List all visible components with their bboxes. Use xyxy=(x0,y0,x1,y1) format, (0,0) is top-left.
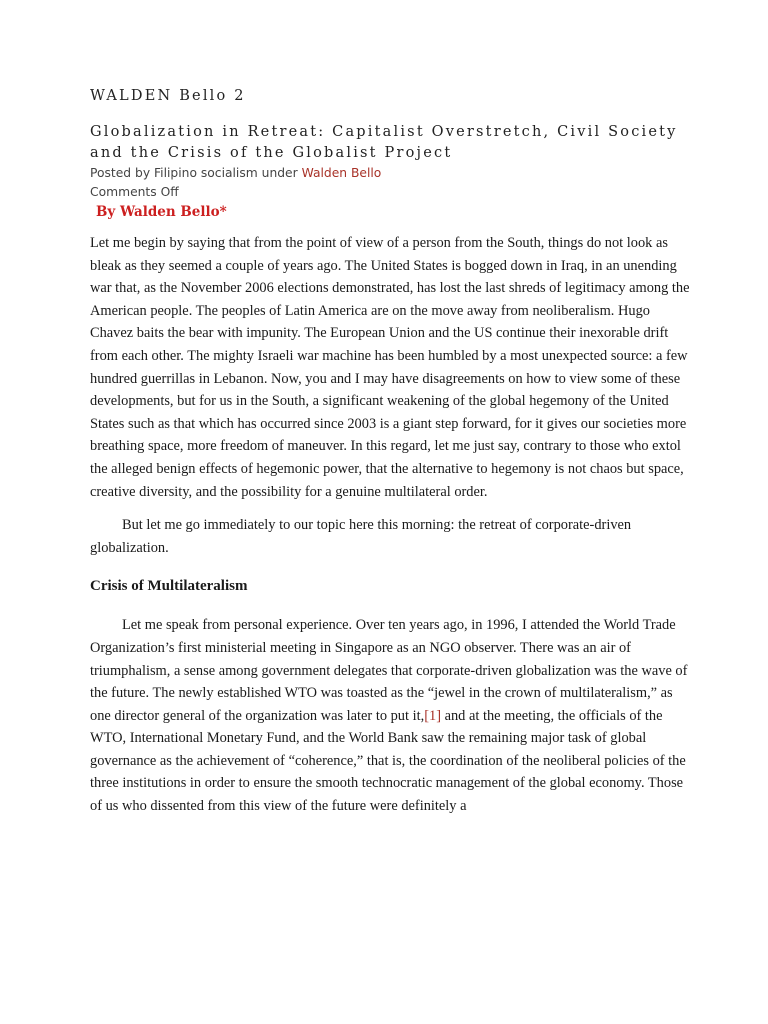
topic-paragraph: But let me go immediately to our topic here this morning: the retreat of corporate-driven globalization. xyxy=(90,517,632,556)
section-text-after-ref: and at the meeting, the officials of the WTO, International Monetary Fund, and the World Bank saw the remaining major task of global governance as the achievement of “coherence,” that is, the coordination of the neoliberal policies of the three institutions in order to ensure the smooth technocratic management of the global economy. Those of us who dissented from this view of the future were definitely a xyxy=(90,707,686,815)
post-title: Globalization in Retreat: Capitalist Overstretch, Civil Society and the Crisis of the Globalist Project xyxy=(90,124,678,161)
section-text-before-ref: Let me speak from personal experience. Over ten years ago, in 1996, I attended the World Trade Organization’s first ministerial meeting in Singapore as an NGO observer. There was an air of triumphalism, a sense among government delegates that corporate-driven globalization was the wave of the future. The newly established WTO was toasted as the “jewel in the crown of multilateralism,” as one director general of the organization was later to put it, xyxy=(90,617,688,724)
section-heading: Crisis of Multilateralism xyxy=(90,578,248,595)
intro-paragraph: Let me begin by saying that from the point of view of a person from the South, things do not look as bleak as they seemed a couple of years ago. The United States is bogged down in Iraq, in an unending war that, as the November 2006 elections demonstrated, has lost the last shreds of legitimacy among the American people. The peoples of Latin America are on the move away from neoliberalism. Hugo Chavez baits the bear with impunity. The European Union and the US continue their inexorable drift from each other. The mighty Israeli war machine has been humbled by a most unexpected source: a few hundred guerrillas in Lebanon. Now, you and I may have disagreements on how to view some of these developments, but for us in the South, a significant weakening of the global hegemony of the United States such as that which has occurred since 2003 is a giant step forward, for it gives our societies more breathing space, more freedom of maneuver. In this regard, let me just say, contrary to those who extol the alleged benign effects of hegemonic power, that the alternative to hegemony is not chaos but space, creative diversity, and the possibility for a genuine multilateral order. xyxy=(90,235,690,500)
byline: By Walden Bello* xyxy=(96,204,227,220)
footnote-link[interactable]: [1] xyxy=(424,707,441,724)
posted-by-text: Posted by Filipino socialism under xyxy=(90,166,302,180)
section-paragraph xyxy=(90,614,690,817)
document-page xyxy=(90,88,690,829)
post-meta xyxy=(90,164,690,183)
comments-status: Comments Off xyxy=(90,185,179,199)
series-label: WALDEN Bello 2 xyxy=(90,88,246,104)
category-link[interactable]: Walden Bello xyxy=(301,166,382,180)
